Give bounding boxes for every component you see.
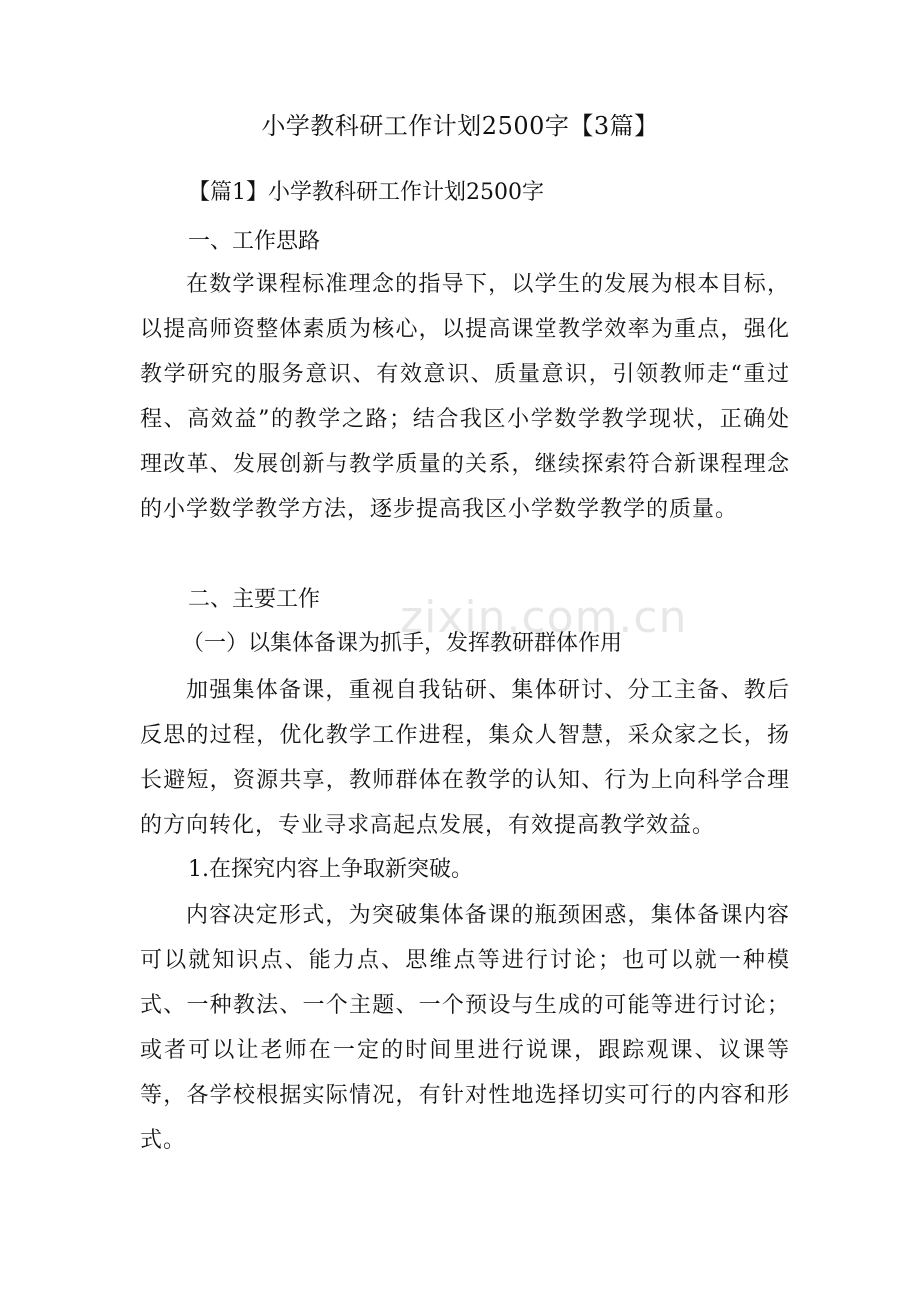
heading-main-work: 二、主要工作 <box>188 587 321 612</box>
section-title: 【篇1】小学教科研工作计划2500字 <box>188 180 544 205</box>
subheading-collective-lesson-prep: （一）以集体备课为抓手，发挥教研群体作用 <box>182 631 623 656</box>
document-title: 小学教科研工作计划2500字【3篇】 <box>261 112 659 140</box>
paragraph-work-approach: 在数学课程标准理念的指导下，以学生的发展为根本目标，以提高师资整体素质为核心，以提高课堂教学效率为重点，强化教学研究的服务意识、有效意识、质量意识，引领教师走“重过程、高效益”的教学之路；结合我区小学数学教学现状，正确处理改革、发展创新与教学质量的关系，继续探索符合新课程理念的小学数学教学方法，逐步提高我区小学数学教学的质量。 <box>140 272 790 522</box>
paragraph-content-breakthrough: 内容决定形式，为突破集体备课的瓶颈困惑，集体备课内容可以就知识点、能力点、思维点等进行讨论；也可以就一种模式、一种教法、一个主题、一个预设与生成的可能等进行讨论；或者可以让老师在一定的时间里进行说课，跟踪观课、议课等等，各学校根据实际情况，有针对性地选择切实可行的内容和形式。 <box>140 903 790 1153</box>
heading-work-approach: 一、工作思路 <box>188 229 321 254</box>
list-item-1: 1.在探究内容上争取新突破。 <box>188 857 473 882</box>
paragraph-collective-lesson-prep: 加强集体备课，重视自我钻研、集体研讨、分工主备、教后反思的过程，优化教学工作进程，集众人智慧，采众家之长，扬长避短，资源共享，教师群体在教学的认知、行为上向科学合理的方向转化，专业寻求高起点发展，有效提高教学效益。 <box>140 678 790 838</box>
watermark-text: zixin.com.cn <box>400 592 688 643</box>
